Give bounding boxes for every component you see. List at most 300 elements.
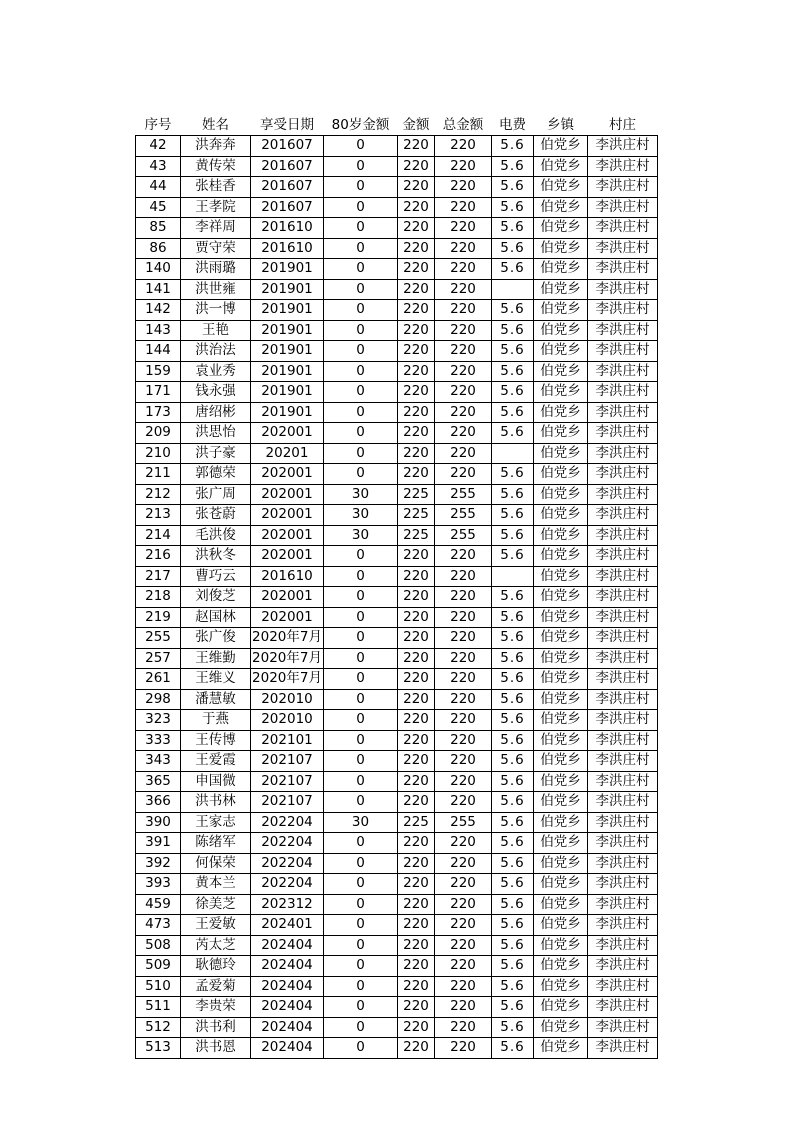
table-row [136, 812, 658, 833]
township-cell: 伯党乡 [534, 771, 588, 792]
amount-cell: 220 [398, 915, 435, 936]
village-cell: 李洪庄村 [588, 259, 658, 280]
name-cell: 洪一博 [181, 300, 251, 321]
serial-cell: 508 [136, 935, 181, 956]
village-cell: 李洪庄村 [588, 628, 658, 649]
name-cell: 张苍蔚 [181, 505, 251, 526]
age80-amount-cell: 0 [324, 976, 398, 997]
village-cell: 李洪庄村 [588, 566, 658, 587]
serial-cell: 214 [136, 525, 181, 546]
township-cell: 伯党乡 [534, 423, 588, 444]
township-cell: 伯党乡 [534, 915, 588, 936]
name-cell: 钱永强 [181, 382, 251, 403]
amount-cell: 220 [398, 628, 435, 649]
amount-cell: 225 [398, 525, 435, 546]
total-cell: 220 [435, 771, 492, 792]
village-cell: 李洪庄村 [588, 136, 658, 157]
amount-cell: 220 [398, 935, 435, 956]
amount-cell: 220 [398, 136, 435, 157]
age80-amount-cell: 0 [324, 1017, 398, 1038]
total-cell: 255 [435, 525, 492, 546]
electricity-cell: 5.6 [492, 587, 534, 608]
date-cell: 202010 [251, 689, 324, 710]
township-cell: 伯党乡 [534, 566, 588, 587]
serial-cell: 142 [136, 300, 181, 321]
name-cell: 洪思怡 [181, 423, 251, 444]
serial-cell: 211 [136, 464, 181, 485]
total-cell: 220 [435, 566, 492, 587]
table-row [136, 997, 658, 1018]
serial-cell: 140 [136, 259, 181, 280]
header-80-amount: 80岁金额 [331, 117, 390, 133]
electricity-cell: 5.6 [492, 382, 534, 403]
total-cell: 220 [435, 177, 492, 198]
amount-cell: 220 [398, 177, 435, 198]
age80-amount-cell: 0 [324, 320, 398, 341]
village-cell: 李洪庄村 [588, 833, 658, 854]
total-cell: 220 [435, 218, 492, 239]
date-cell: 201610 [251, 566, 324, 587]
amount-cell: 220 [398, 546, 435, 567]
age80-amount-cell: 0 [324, 279, 398, 300]
serial-cell: 365 [136, 771, 181, 792]
table-row [136, 156, 658, 177]
amount-cell: 220 [398, 997, 435, 1018]
date-cell: 202001 [251, 464, 324, 485]
age80-amount-cell: 30 [324, 812, 398, 833]
total-cell: 220 [435, 423, 492, 444]
table-row [136, 525, 658, 546]
electricity-cell: 5.6 [492, 300, 534, 321]
table-row [136, 607, 658, 628]
amount-cell: 220 [398, 259, 435, 280]
amount-cell: 225 [398, 812, 435, 833]
name-cell: 袁业秀 [181, 361, 251, 382]
age80-amount-cell: 0 [324, 792, 398, 813]
serial-cell: 209 [136, 423, 181, 444]
electricity-cell: 5.6 [492, 546, 534, 567]
header-village: 村庄 [609, 117, 636, 133]
village-cell: 李洪庄村 [588, 853, 658, 874]
electricity-cell: 5.6 [492, 956, 534, 977]
electricity-cell: 5.6 [492, 853, 534, 874]
amount-cell: 220 [398, 669, 435, 690]
serial-cell: 510 [136, 976, 181, 997]
total-cell: 220 [435, 956, 492, 977]
village-cell: 李洪庄村 [588, 218, 658, 239]
village-cell: 李洪庄村 [588, 423, 658, 444]
amount-cell: 220 [398, 361, 435, 382]
serial-cell: 343 [136, 751, 181, 772]
serial-cell: 366 [136, 792, 181, 813]
date-cell: 201901 [251, 300, 324, 321]
total-cell: 255 [435, 812, 492, 833]
township-cell: 伯党乡 [534, 587, 588, 608]
header-date: 享受日期 [260, 117, 314, 133]
amount-cell: 220 [398, 218, 435, 239]
amount-cell: 220 [398, 423, 435, 444]
date-cell: 202107 [251, 771, 324, 792]
village-cell: 李洪庄村 [588, 812, 658, 833]
township-cell: 伯党乡 [534, 1038, 588, 1059]
name-cell: 王爱霞 [181, 751, 251, 772]
age80-amount-cell: 0 [324, 382, 398, 403]
electricity-cell: 5.6 [492, 341, 534, 362]
total-cell: 220 [435, 136, 492, 157]
age80-amount-cell: 0 [324, 874, 398, 895]
electricity-cell: 5.6 [492, 710, 534, 731]
date-cell: 2020年7月 [251, 648, 324, 669]
serial-cell: 511 [136, 997, 181, 1018]
total-cell: 220 [435, 628, 492, 649]
date-cell: 202204 [251, 874, 324, 895]
name-cell: 芮太芝 [181, 935, 251, 956]
township-cell: 伯党乡 [534, 136, 588, 157]
village-cell: 李洪庄村 [588, 402, 658, 423]
table-row [136, 915, 658, 936]
serial-cell: 392 [136, 853, 181, 874]
amount-cell: 220 [398, 587, 435, 608]
name-cell: 申国微 [181, 771, 251, 792]
age80-amount-cell: 0 [324, 1038, 398, 1059]
name-cell: 王爱敏 [181, 915, 251, 936]
date-cell: 201610 [251, 238, 324, 259]
electricity-cell: 5.6 [492, 197, 534, 218]
age80-amount-cell: 0 [324, 833, 398, 854]
electricity-cell: 5.6 [492, 423, 534, 444]
total-cell: 220 [435, 935, 492, 956]
township-cell: 伯党乡 [534, 935, 588, 956]
date-cell: 202404 [251, 1017, 324, 1038]
table-row [136, 197, 658, 218]
table-row [136, 669, 658, 690]
table-row [136, 1038, 658, 1059]
township-cell: 伯党乡 [534, 197, 588, 218]
name-cell: 洪奔奔 [181, 136, 251, 157]
date-cell: 202204 [251, 853, 324, 874]
electricity-cell: 5.6 [492, 607, 534, 628]
village-cell: 李洪庄村 [588, 546, 658, 567]
age80-amount-cell: 0 [324, 648, 398, 669]
name-cell: 唐绍彬 [181, 402, 251, 423]
header-name: 姓名 [202, 117, 229, 133]
village-cell: 李洪庄村 [588, 935, 658, 956]
table-row [136, 464, 658, 485]
table-row [136, 238, 658, 259]
date-cell: 202204 [251, 812, 324, 833]
electricity-cell: 5.6 [492, 1017, 534, 1038]
township-cell: 伯党乡 [534, 546, 588, 567]
serial-cell: 141 [136, 279, 181, 300]
village-cell: 李洪庄村 [588, 669, 658, 690]
date-cell: 202107 [251, 751, 324, 772]
electricity-cell: 5.6 [492, 361, 534, 382]
table-row [136, 566, 658, 587]
electricity-cell: 5.6 [492, 812, 534, 833]
date-cell: 201901 [251, 402, 324, 423]
name-cell: 陈绪军 [181, 833, 251, 854]
age80-amount-cell: 30 [324, 484, 398, 505]
amount-cell: 220 [398, 279, 435, 300]
village-cell: 李洪庄村 [588, 300, 658, 321]
table-row [136, 546, 658, 567]
amount-cell: 220 [398, 238, 435, 259]
total-cell: 220 [435, 669, 492, 690]
table-row [136, 1017, 658, 1038]
village-cell: 李洪庄村 [588, 730, 658, 751]
table-row [136, 771, 658, 792]
total-cell: 220 [435, 587, 492, 608]
township-cell: 伯党乡 [534, 751, 588, 772]
amount-cell: 220 [398, 874, 435, 895]
table-row [136, 279, 658, 300]
electricity-cell: 5.6 [492, 976, 534, 997]
age80-amount-cell: 0 [324, 197, 398, 218]
amount-cell: 220 [398, 464, 435, 485]
name-cell: 王家志 [181, 812, 251, 833]
date-cell: 201901 [251, 382, 324, 403]
amount-cell: 220 [398, 607, 435, 628]
amount-cell: 220 [398, 853, 435, 874]
amount-cell: 220 [398, 1038, 435, 1059]
date-cell: 202101 [251, 730, 324, 751]
serial-cell: 298 [136, 689, 181, 710]
total-cell: 255 [435, 505, 492, 526]
name-cell: 洪书利 [181, 1017, 251, 1038]
table-row [136, 833, 658, 854]
age80-amount-cell: 0 [324, 136, 398, 157]
table-row [136, 853, 658, 874]
township-cell: 伯党乡 [534, 812, 588, 833]
township-cell: 伯党乡 [534, 505, 588, 526]
electricity-cell: 5.6 [492, 1038, 534, 1059]
name-cell: 贾守荣 [181, 238, 251, 259]
total-cell: 220 [435, 853, 492, 874]
electricity-cell [492, 443, 534, 464]
village-cell: 李洪庄村 [588, 710, 658, 731]
total-cell: 220 [435, 730, 492, 751]
electricity-cell: 5.6 [492, 751, 534, 772]
table-row [136, 689, 658, 710]
name-cell: 张广俊 [181, 628, 251, 649]
age80-amount-cell: 0 [324, 464, 398, 485]
village-cell: 李洪庄村 [588, 382, 658, 403]
electricity-cell: 5.6 [492, 402, 534, 423]
village-cell: 李洪庄村 [588, 874, 658, 895]
serial-cell: 509 [136, 956, 181, 977]
total-cell: 220 [435, 751, 492, 772]
township-cell: 伯党乡 [534, 874, 588, 895]
table-row [136, 505, 658, 526]
electricity-cell: 5.6 [492, 505, 534, 526]
age80-amount-cell: 0 [324, 361, 398, 382]
township-cell: 伯党乡 [534, 710, 588, 731]
name-cell: 洪子豪 [181, 443, 251, 464]
amount-cell: 220 [398, 751, 435, 772]
amount-cell: 220 [398, 894, 435, 915]
age80-amount-cell: 30 [324, 525, 398, 546]
township-cell: 伯党乡 [534, 238, 588, 259]
total-cell: 220 [435, 361, 492, 382]
total-cell: 220 [435, 874, 492, 895]
name-cell: 赵国林 [181, 607, 251, 628]
table-row [136, 300, 658, 321]
date-cell: 202404 [251, 935, 324, 956]
name-cell: 黄本兰 [181, 874, 251, 895]
age80-amount-cell: 0 [324, 730, 398, 751]
header-total: 总金额 [442, 117, 484, 133]
name-cell: 潘慧敏 [181, 689, 251, 710]
serial-cell: 219 [136, 607, 181, 628]
village-cell: 李洪庄村 [588, 648, 658, 669]
township-cell: 伯党乡 [534, 443, 588, 464]
township-cell: 伯党乡 [534, 341, 588, 362]
village-cell: 李洪庄村 [588, 1017, 658, 1038]
electricity-cell: 5.6 [492, 935, 534, 956]
total-cell: 220 [435, 1038, 492, 1059]
age80-amount-cell: 0 [324, 423, 398, 444]
electricity-cell: 5.6 [492, 997, 534, 1018]
electricity-cell: 5.6 [492, 689, 534, 710]
serial-cell: 212 [136, 484, 181, 505]
village-cell: 李洪庄村 [588, 505, 658, 526]
age80-amount-cell: 0 [324, 935, 398, 956]
township-cell: 伯党乡 [534, 218, 588, 239]
township-cell: 伯党乡 [534, 853, 588, 874]
subsidy-table [135, 116, 658, 1059]
table-row [136, 136, 658, 157]
name-cell: 李祥周 [181, 218, 251, 239]
serial-cell: 86 [136, 238, 181, 259]
amount-cell: 220 [398, 1017, 435, 1038]
amount-cell: 220 [398, 443, 435, 464]
serial-cell: 213 [136, 505, 181, 526]
village-cell: 李洪庄村 [588, 279, 658, 300]
table-row [136, 259, 658, 280]
date-cell: 202001 [251, 525, 324, 546]
total-cell: 220 [435, 238, 492, 259]
date-cell: 201607 [251, 156, 324, 177]
age80-amount-cell: 0 [324, 751, 398, 772]
township-cell: 伯党乡 [534, 833, 588, 854]
electricity-cell: 5.6 [492, 833, 534, 854]
age80-amount-cell: 0 [324, 156, 398, 177]
village-cell: 李洪庄村 [588, 1038, 658, 1059]
age80-amount-cell: 0 [324, 669, 398, 690]
total-cell: 220 [435, 689, 492, 710]
total-cell: 220 [435, 915, 492, 936]
village-cell: 李洪庄村 [588, 751, 658, 772]
name-cell: 黄传荣 [181, 156, 251, 177]
village-cell: 李洪庄村 [588, 156, 658, 177]
table-row [136, 361, 658, 382]
serial-cell: 333 [136, 730, 181, 751]
table-row [136, 648, 658, 669]
date-cell: 2020年7月 [251, 628, 324, 649]
date-cell: 201901 [251, 361, 324, 382]
total-cell: 220 [435, 341, 492, 362]
name-cell: 王维勤 [181, 648, 251, 669]
name-cell: 洪世雍 [181, 279, 251, 300]
date-cell: 202001 [251, 484, 324, 505]
name-cell: 曹巧云 [181, 566, 251, 587]
township-cell: 伯党乡 [534, 669, 588, 690]
age80-amount-cell: 0 [324, 402, 398, 423]
age80-amount-cell: 0 [324, 341, 398, 362]
name-cell: 耿德玲 [181, 956, 251, 977]
electricity-cell: 5.6 [492, 915, 534, 936]
township-cell: 伯党乡 [534, 1017, 588, 1038]
total-cell: 220 [435, 464, 492, 485]
electricity-cell: 5.6 [492, 874, 534, 895]
electricity-cell: 5.6 [492, 648, 534, 669]
electricity-cell [492, 566, 534, 587]
header-electricity: 电费 [499, 117, 526, 133]
date-cell: 202312 [251, 894, 324, 915]
electricity-cell: 5.6 [492, 894, 534, 915]
table-row [136, 341, 658, 362]
serial-cell: 216 [136, 546, 181, 567]
date-cell: 201901 [251, 279, 324, 300]
township-cell: 伯党乡 [534, 156, 588, 177]
serial-cell: 217 [136, 566, 181, 587]
date-cell: 202001 [251, 587, 324, 608]
amount-cell: 220 [398, 566, 435, 587]
date-cell: 201607 [251, 197, 324, 218]
table-row [136, 894, 658, 915]
table-row [136, 382, 658, 403]
township-cell: 伯党乡 [534, 689, 588, 710]
table-row [136, 874, 658, 895]
age80-amount-cell: 0 [324, 956, 398, 977]
table-row [136, 218, 658, 239]
date-cell: 201901 [251, 320, 324, 341]
serial-cell: 393 [136, 874, 181, 895]
village-cell: 李洪庄村 [588, 177, 658, 198]
serial-cell: 459 [136, 894, 181, 915]
village-cell: 李洪庄村 [588, 607, 658, 628]
header-amount: 金额 [402, 117, 430, 133]
table-row [136, 730, 658, 751]
age80-amount-cell: 0 [324, 894, 398, 915]
table-row [136, 484, 658, 505]
amount-cell: 220 [398, 689, 435, 710]
township-cell: 伯党乡 [534, 648, 588, 669]
township-cell: 伯党乡 [534, 484, 588, 505]
total-cell: 220 [435, 607, 492, 628]
township-cell: 伯党乡 [534, 956, 588, 977]
amount-cell: 220 [398, 833, 435, 854]
table-row [136, 751, 658, 772]
township-cell: 伯党乡 [534, 894, 588, 915]
date-cell: 201610 [251, 218, 324, 239]
township-cell: 伯党乡 [534, 361, 588, 382]
table-row [136, 402, 658, 423]
name-cell: 何保荣 [181, 853, 251, 874]
name-cell: 孟爱菊 [181, 976, 251, 997]
age80-amount-cell: 0 [324, 628, 398, 649]
age80-amount-cell: 0 [324, 689, 398, 710]
age80-amount-cell: 0 [324, 259, 398, 280]
name-cell: 洪治法 [181, 341, 251, 362]
date-cell: 202001 [251, 546, 324, 567]
township-cell: 伯党乡 [534, 628, 588, 649]
village-cell: 李洪庄村 [588, 689, 658, 710]
name-cell: 洪秋冬 [181, 546, 251, 567]
total-cell: 220 [435, 443, 492, 464]
name-cell: 王孝院 [181, 197, 251, 218]
amount-cell: 220 [398, 320, 435, 341]
